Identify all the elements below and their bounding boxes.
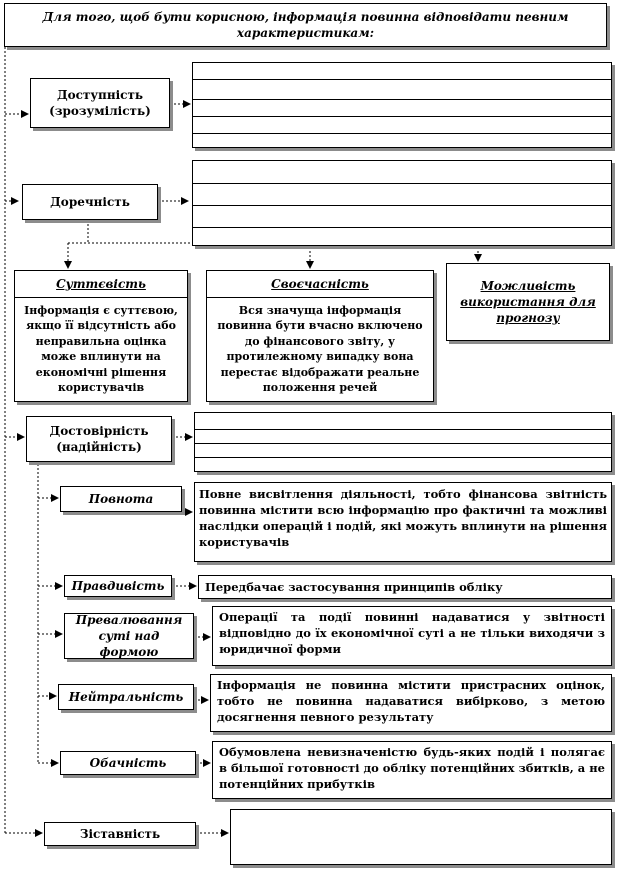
forecasting-text: Можливість використання для прогнозу (460, 278, 596, 326)
timeliness-title: Своєчасність (207, 271, 433, 298)
completeness-box (194, 482, 612, 562)
diagram-title (4, 3, 607, 47)
comparability-empty-box (230, 809, 612, 865)
substance-label (64, 613, 194, 659)
accessibility-empty-box (192, 62, 612, 148)
title-text: Для того, щоб бути корисною, інформація повинна відповідати певним характеристикам: (42, 9, 569, 40)
timeliness-box (206, 270, 434, 402)
substance-text: Операції та події повинні надаватися у звітності відповідно до їх економічної суті а не тільки виходячи з юридичної форми (219, 610, 605, 657)
truthfulness-text: Передбачає застосування принципів обліку (205, 579, 503, 594)
materiality-text: Інформація є суттєвою, якщо її відсутність або неправильна оцінка може вплинути на економічні рішення користувачів (24, 304, 178, 394)
relevance-label (22, 184, 158, 220)
completeness-text: Повне висвітлення діяльності, тобто фінансова звітність повинна містити всю інформацію про фактичні та можливі наслідки операцій і подій, які можуть вплинути на рішення користувачів (199, 487, 607, 550)
truthfulness-label (64, 575, 172, 597)
neutrality-text: Інформація не повинна містити пристрасних оцінок, тобто не повинна надаватися вибірково, з метою досягнення певного результату (217, 678, 605, 725)
reliability-empty-box (194, 412, 612, 472)
forecasting-box (446, 263, 610, 341)
materiality-box (14, 270, 188, 402)
accessibility-text: Доступність (зрозумілість) (49, 87, 151, 118)
reliability-label (26, 416, 172, 462)
substance-box (212, 606, 612, 666)
prudence-box (212, 741, 612, 799)
relevance-empty-box (192, 160, 612, 246)
accessibility-label (30, 78, 170, 128)
truthfulness-box (198, 575, 612, 599)
reliability-text: Достовірність (надійність) (49, 423, 149, 454)
comparability-label (44, 822, 196, 846)
completeness-label (60, 486, 182, 512)
relevance-text: Доречність (50, 194, 130, 209)
neutrality-label (58, 684, 194, 710)
neutrality-label-text: Нейтральність (68, 689, 184, 704)
materiality-title: Суттєвість (15, 271, 187, 298)
timeliness-text: Вся значуща інформація повинна бути вчасно включено до фінансового звіту, у протилежному випадку вона перестає відображати реальне положення речей (217, 304, 423, 394)
prudence-text: Обумовлена невизначеністю будь-яких подій і полягає в більшої готовності до обліку потенційних збитків, а не потенційних прибутків (219, 745, 605, 792)
prudence-label-text: Обачність (89, 755, 167, 770)
prudence-label (60, 751, 196, 775)
comparability-text: Зіставність (79, 826, 161, 841)
neutrality-box (210, 674, 612, 732)
substance-label-text: Превалювання суті над формою (75, 612, 183, 660)
completeness-label-text: Повнота (88, 491, 154, 506)
truthfulness-label-text: Правдивість (71, 578, 165, 593)
